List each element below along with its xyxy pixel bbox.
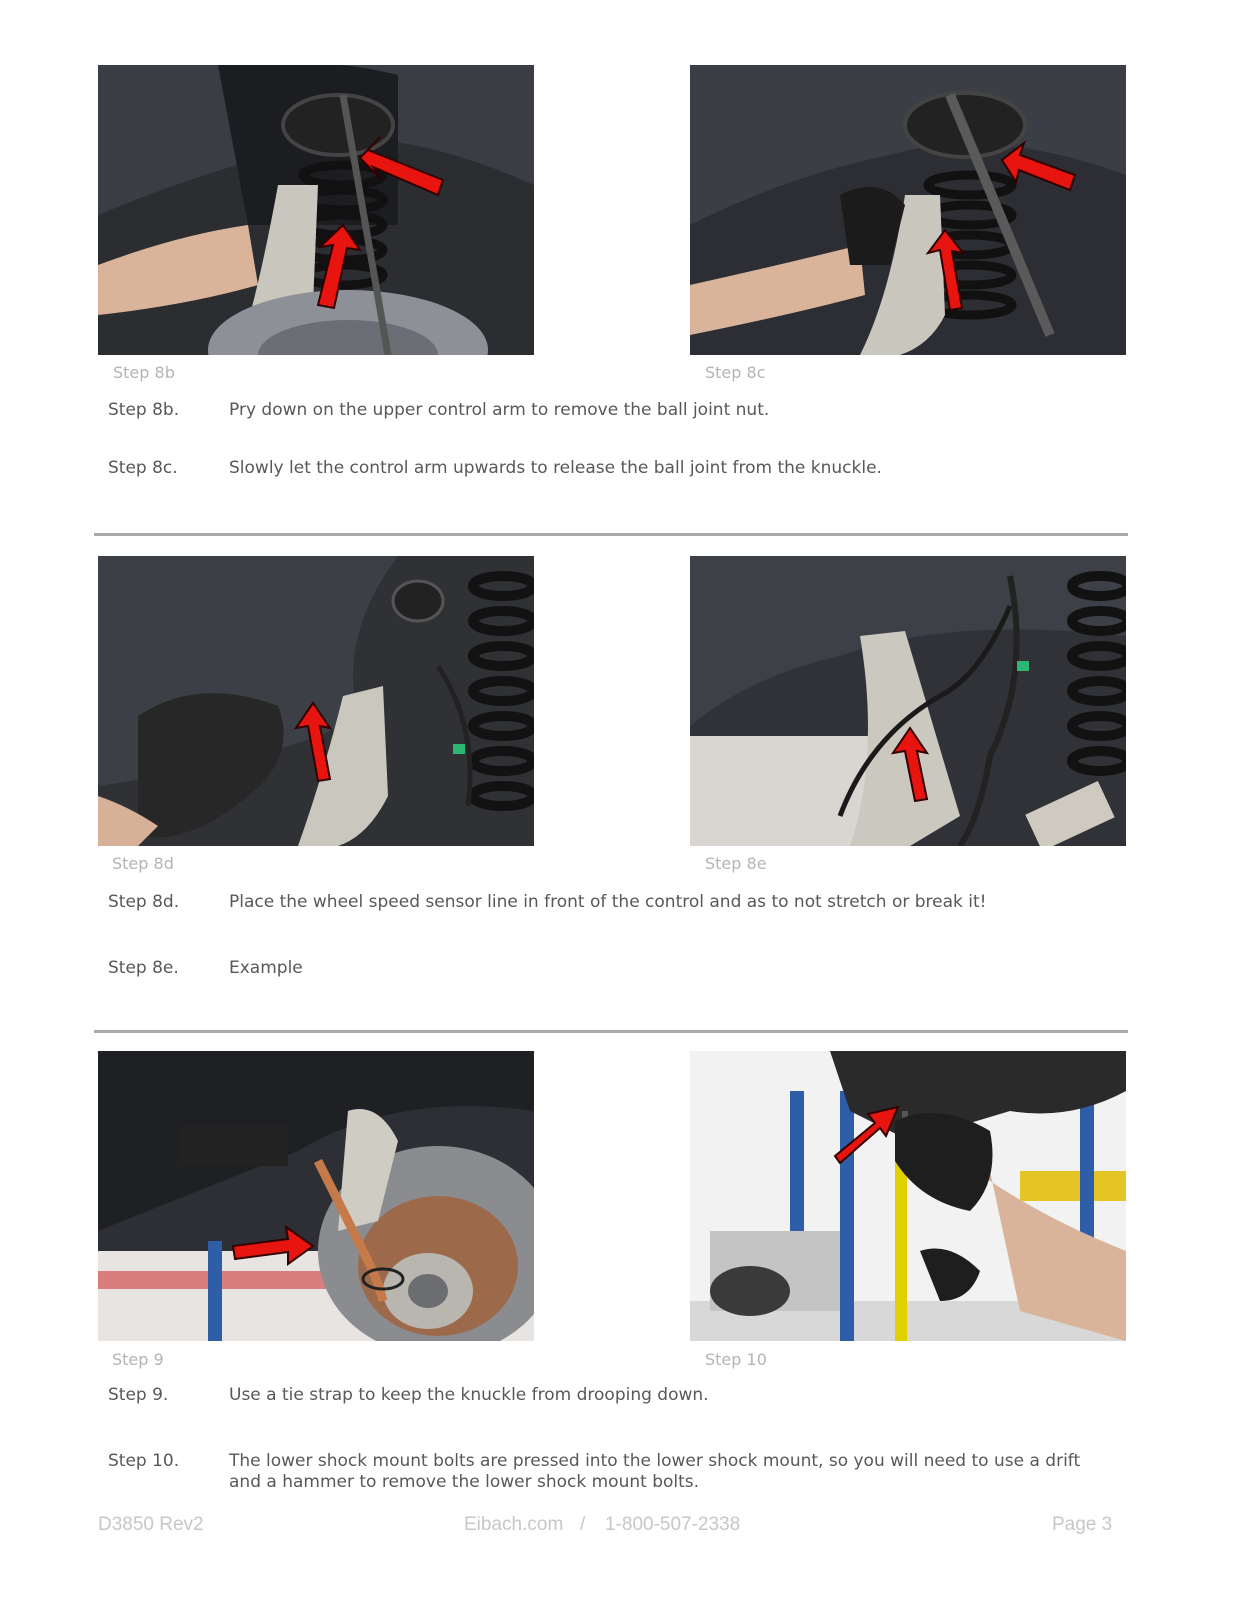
- photo-step-10: [690, 1051, 1126, 1341]
- photo-step-8e: [690, 556, 1126, 846]
- step-label: Step 8b.: [108, 400, 180, 420]
- photo-caption: Step 8e: [705, 854, 767, 873]
- step-label: Step 8d.: [108, 892, 180, 912]
- section-divider: [94, 1030, 1128, 1033]
- photo-caption: Step 8d: [112, 854, 174, 873]
- footer-separator: /: [580, 1514, 586, 1535]
- footer-doc-id: D3850 Rev2: [98, 1514, 204, 1535]
- photo-step-8d: [98, 556, 534, 846]
- photo-step-8b: [98, 65, 534, 355]
- step-instruction: The lower shock mount bolts are pressed into the lower shock mount, so you will need to use a drift and a hammer to remove the lower shock mount bolts.: [229, 1451, 1081, 1492]
- step-label: Step 8e.: [108, 958, 179, 978]
- photo-caption: Step 8b: [113, 363, 175, 382]
- footer-website[interactable]: Eibach.com: [464, 1514, 564, 1535]
- step-instruction: Pry down on the upper control arm to remove the ball joint nut.: [229, 400, 770, 420]
- photo-caption: Step 9: [112, 1350, 164, 1369]
- section-divider: [94, 533, 1128, 536]
- footer-phone[interactable]: 1-800-507-2338: [605, 1514, 741, 1535]
- footer-page-number: Page 3: [1052, 1514, 1113, 1535]
- step-instruction: Use a tie strap to keep the knuckle from drooping down.: [229, 1385, 709, 1405]
- step-instruction: Example: [229, 958, 303, 978]
- photo-caption: Step 10: [705, 1350, 767, 1369]
- photo-caption: Step 8c: [705, 363, 766, 382]
- step-instruction: Place the wheel speed sensor line in front of the control and as to not stretch or break it!: [229, 892, 987, 912]
- step-instruction: Slowly let the control arm upwards to release the ball joint from the knuckle.: [229, 458, 882, 478]
- step-label: Step 9.: [108, 1385, 169, 1405]
- step-label: Step 8c.: [108, 458, 178, 478]
- photo-step-8c: [690, 65, 1126, 355]
- photo-step-9: [98, 1051, 534, 1341]
- step-label: Step 10.: [108, 1451, 180, 1471]
